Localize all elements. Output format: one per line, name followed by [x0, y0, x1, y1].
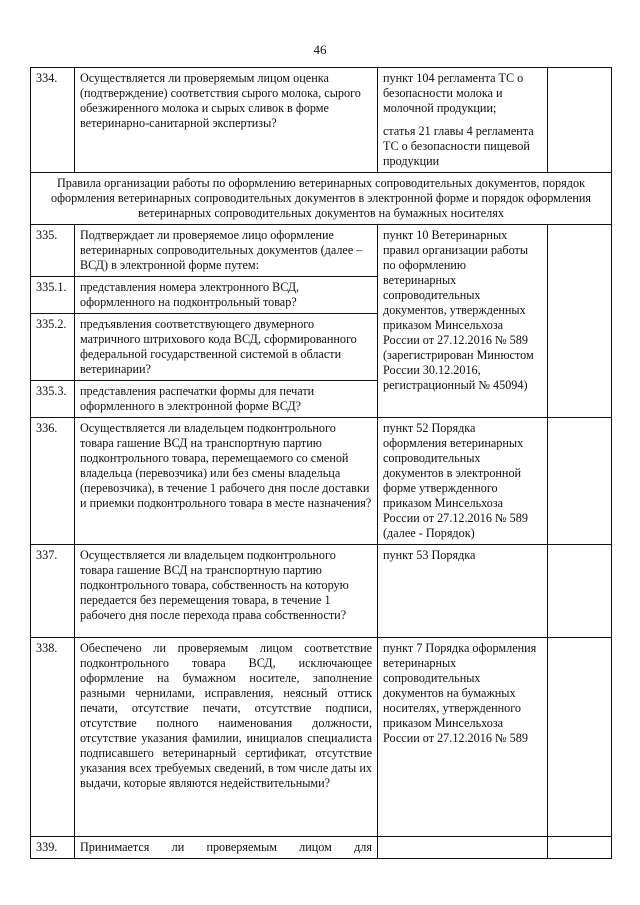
reference-line: пункт 104 регламента ТС о безопасности молока и молочной продукции;: [383, 71, 524, 115]
question-text: Осуществляется ли проверяемым лицом оценка (подтверждение) соответствия сырого молока, сырого обезжиренного молока и сырых сливок в форме ветеринарно-санитарной экспертизы?: [75, 68, 378, 173]
legal-reference: пункт 7 Порядка оформления ветеринарных сопроводительных документов на бумажных носителях, утвержденного приказом Минсельхоза России от 27.12.2016 № 589: [378, 638, 548, 837]
checklist-table: [30, 67, 612, 859]
question-text: Осуществляется ли владельцем подконтрольного товара гашение ВСД на транспортную партию подконтрольного товара, перемещаемого со сменой владельца (перевозчика) или без смены владельца (перевозчика), в течение 1 рабочего дня после доставки и приемки подконтрольного товара в месте назначения?: [75, 418, 378, 545]
answer-cell: [548, 225, 612, 418]
question-text: представления распечатки формы для печати оформленного в электронной форме ВСД?: [75, 381, 378, 418]
row-number: 335.1.: [31, 277, 75, 314]
row-number: 335.2.: [31, 314, 75, 381]
row-number: 336.: [31, 418, 75, 545]
section-row: [31, 173, 612, 225]
reference-line: статья 21 главы 4 регламента ТС о безопасности пищевой продукции: [383, 124, 534, 168]
legal-reference: [378, 68, 548, 173]
row-number: 338.: [31, 638, 75, 837]
question-text: предъявления соответствующего двумерного матричного штрихового кода ВСД, сформированного федеральной государственной системой в области ветеринарии?: [75, 314, 378, 381]
table-row: [31, 225, 612, 277]
row-number: 339.: [31, 837, 75, 859]
question-text: Принимается ли проверяемым лицом для: [75, 837, 378, 859]
question-text: Обеспечено ли проверяемым лицом соответствие подконтрольного товара ВСД, исключающее оформление на бумажном носителе, заполнение разными чернилами, исправления, неясный оттиск печати, отсутствие печати, отсутствие подписи, отсутствие полного наименования должности, отсутствие указания фамилии, инициалов специалиста подписавшего ветеринарный сертификат, отсутствие указания всех требуемых сведений, в том числе даты их выдачи, которые являются недействительными?: [75, 638, 378, 837]
legal-reference: пункт 52 Порядка оформления ветеринарных сопроводительных документов в электронной форме утвержденного приказом Минсельхоза России от 27.12.2016 № 589 (далее - Порядок): [378, 418, 548, 545]
answer-cell: [548, 68, 612, 173]
table-row: [31, 68, 612, 173]
question-text: представления номера электронного ВСД, оформленного на подконтрольный товар?: [75, 277, 378, 314]
row-number: 335.3.: [31, 381, 75, 418]
answer-cell: [548, 638, 612, 837]
table-row: [31, 418, 612, 545]
legal-reference: пункт 53 Порядка: [378, 545, 548, 638]
section-title: Правила организации работы по оформлению ветеринарных сопроводительных документов, порядок оформления ветеринарных сопроводительных документов в электронной форме и порядок оформления ветеринарных сопроводительных документов на бумажных носителях: [31, 173, 612, 225]
answer-cell: [548, 837, 612, 859]
row-number: 337.: [31, 545, 75, 638]
legal-reference: [378, 837, 548, 859]
question-text: Осуществляется ли владельцем подконтрольного товара гашение ВСД на транспортную партию подконтрольного товара, собственность на которую передается без перемещения товара, в течение 1 рабочего дня после перехода права собственности?: [75, 545, 378, 638]
row-number: 335.: [31, 225, 75, 277]
table-row: [31, 638, 612, 837]
page-number: 46: [313, 42, 327, 57]
table-row: [31, 545, 612, 638]
row-number: 334.: [31, 68, 75, 173]
question-text: Подтверждает ли проверяемое лицо оформление ветеринарных сопроводительных документов (далее – ВСД) в электронной форме путем:: [75, 225, 378, 277]
legal-reference: пункт 10 Ветеринарных правил организации работы по оформлению ветеринарных сопроводительных документов, утвержденных приказом Минсельхоза России от 27.12.2016 № 589 (зарегистрирован Минюстом России 30.12.2016, регистрационный № 45094): [378, 225, 548, 418]
answer-cell: [548, 418, 612, 545]
table-row: [31, 837, 612, 859]
answer-cell: [548, 545, 612, 638]
